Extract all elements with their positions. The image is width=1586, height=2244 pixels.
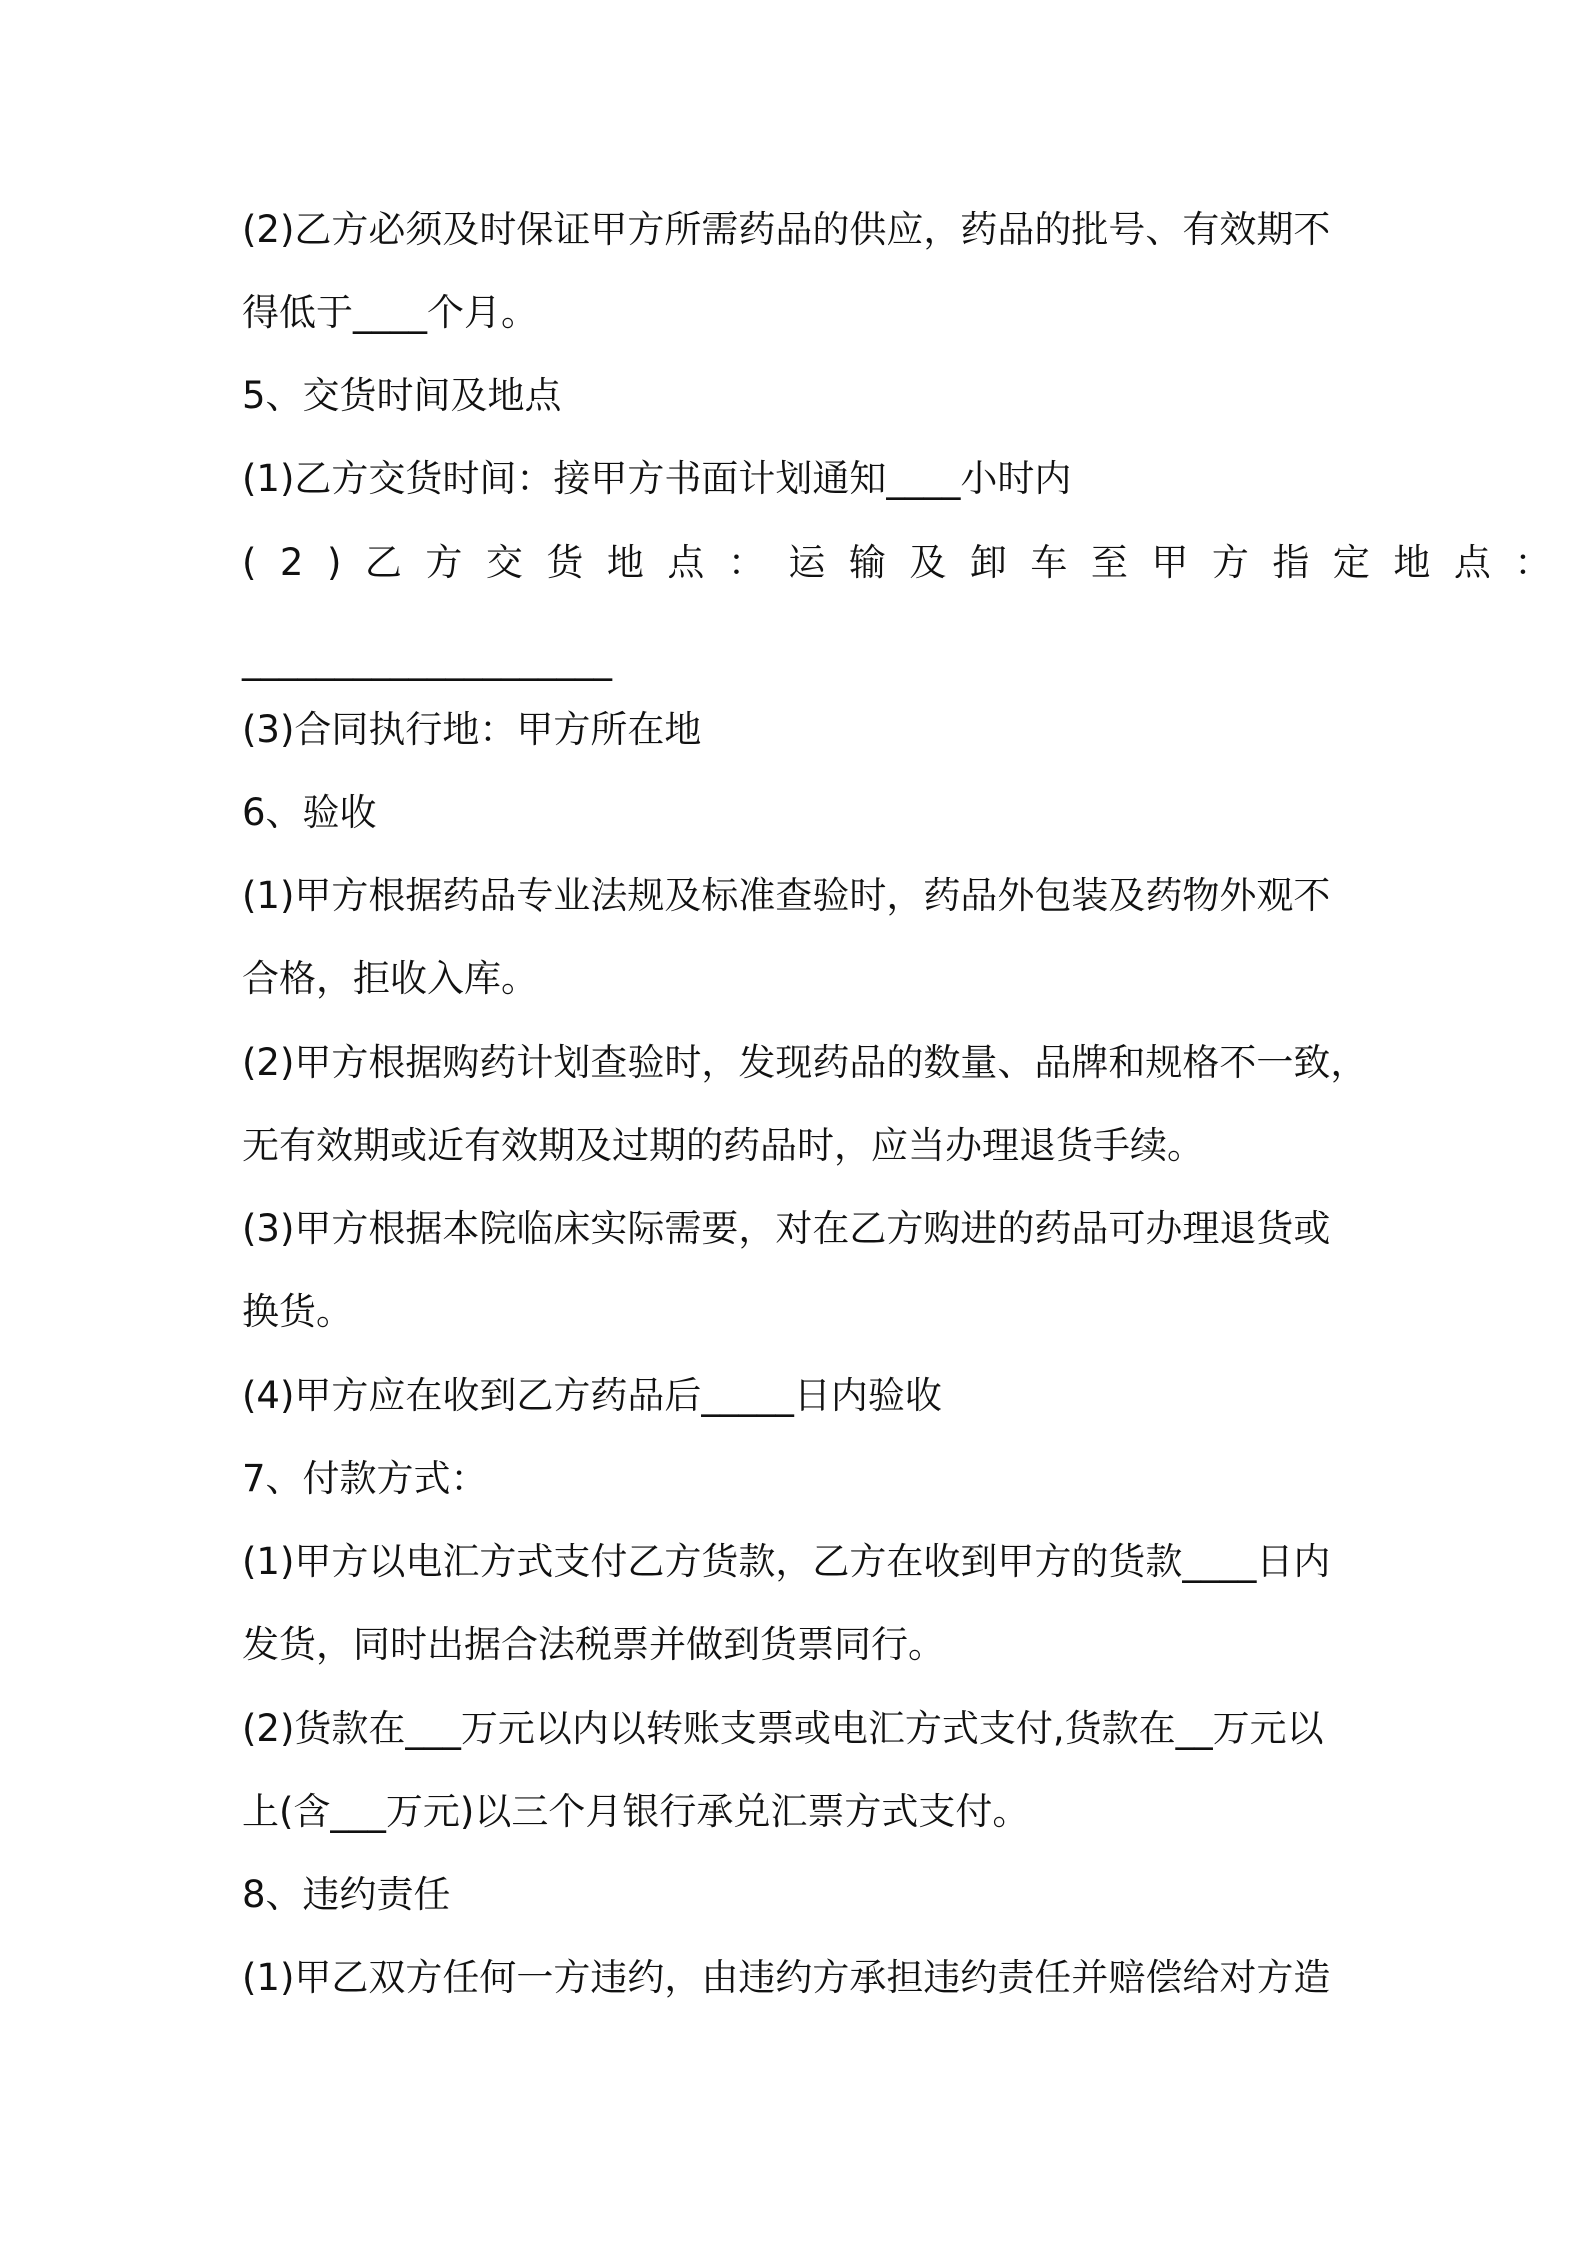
text-line: (2)乙方交货地点：运输及卸车至甲方指定地点：	[242, 541, 1575, 584]
text-line: (4)甲方应在收到乙方药品后_____日内验收	[242, 1374, 942, 1417]
text-line: (3)甲方根据本院临床实际需要，对在乙方购进的药品可办理退货或	[242, 1207, 1331, 1250]
section-heading: 5、交货时间及地点	[242, 374, 562, 417]
text-line: (2)乙方必须及时保证甲方所需药品的供应，药品的批号、有效期不	[242, 208, 1331, 251]
text-line: 合格，拒收入库。	[242, 957, 538, 1000]
text-line: (2)货款在___万元以内以转账支票或电汇方式支付,货款在__万元以	[242, 1707, 1324, 1750]
text-line: 发货，同时出据合法税票并做到货票同行。	[242, 1623, 945, 1666]
section-heading: 6、验收	[242, 791, 377, 834]
text-line: (1)乙方交货时间：接甲方书面计划通知____小时内	[242, 457, 1072, 500]
text-line: (1)甲乙双方任何一方违约，由违约方承担违约责任并赔偿给对方造	[242, 1956, 1331, 1999]
text-line: (3)合同执行地：甲方所在地	[242, 708, 702, 751]
text-line: 上(含___万元)以三个月银行承兑汇票方式支付。	[242, 1790, 1030, 1833]
section-heading: 7、付款方式：	[242, 1457, 488, 1500]
text-line: 得低于____个月。	[242, 291, 538, 334]
text-line: (1)甲方以电汇方式支付乙方货款，乙方在收到甲方的货款____日内	[242, 1540, 1331, 1583]
text-line: 换货。	[242, 1290, 353, 1333]
section-heading: 8、违约责任	[242, 1873, 451, 1916]
text-line: 无有效期或近有效期及过期的药品时，应当办理退货手续。	[242, 1124, 1204, 1167]
text-line: (2)甲方根据购药计划查验时，发现药品的数量、品牌和规格不一致，	[242, 1041, 1368, 1084]
text-line: (1)甲方根据药品专业法规及标准查验时，药品外包装及药物外观不	[242, 874, 1331, 917]
blank-underline: ____________________	[242, 638, 612, 681]
